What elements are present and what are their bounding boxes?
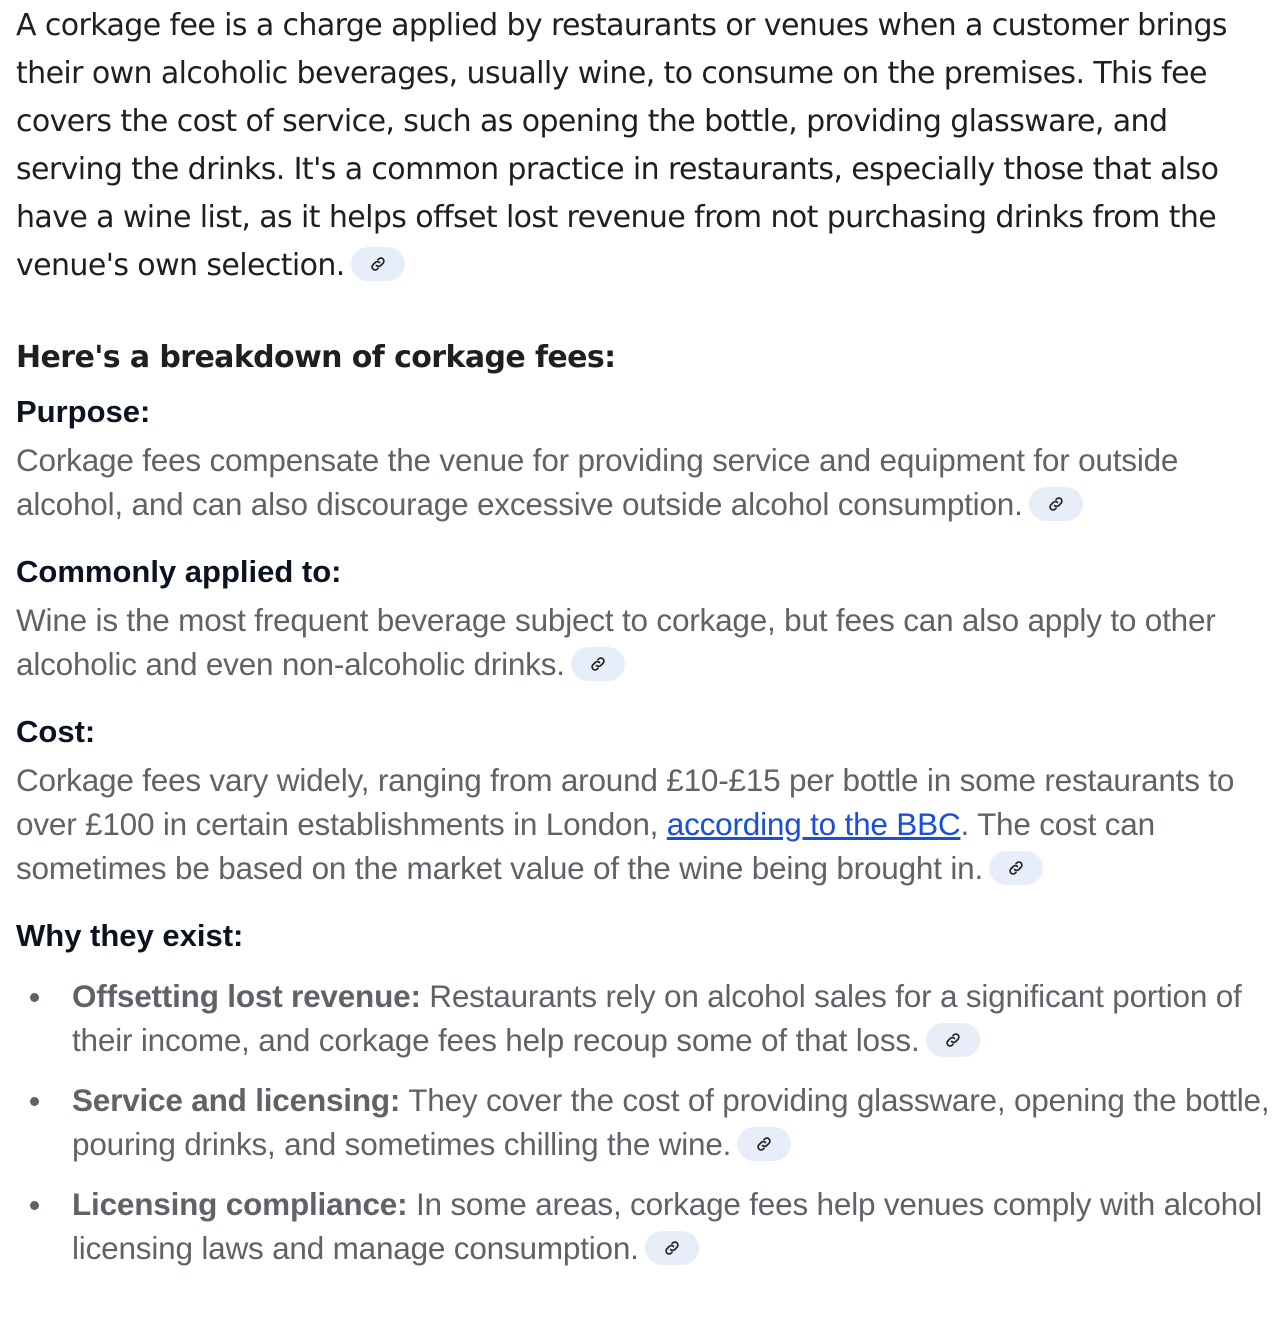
section-body-cost [16,758,1280,890]
cost-text-after: . The cost can sometimes be based on the market value of the wine being brought in. [16,806,1155,886]
section-title-cost: Cost: [16,714,96,749]
bbc-link[interactable]: according to the BBC [666,806,961,842]
link-icon [1007,859,1025,877]
link-icon [663,1239,681,1257]
citation-chip-intro[interactable] [351,247,405,281]
citation-chip-bullet-1[interactable] [926,1023,980,1057]
section-title-purpose: Purpose: [16,394,151,429]
intro-paragraph [16,2,1280,290]
citation-chip-bullet-2[interactable] [737,1127,791,1161]
section-title-commonly: Commonly applied to: [16,554,342,589]
citation-chip-commonly[interactable] [571,647,625,681]
section-title-why: Why they exist: [16,918,244,953]
bullet-label: Service and licensing: [72,1082,401,1118]
list-item [16,1078,1280,1166]
link-icon [944,1031,962,1049]
section-why [16,916,1280,1270]
section-body-purpose [16,438,1280,526]
list-item [16,974,1280,1062]
bullet-dot [30,1201,39,1210]
why-bullet-list [16,974,1280,1270]
link-icon [589,655,607,673]
link-icon [369,255,387,273]
bullet-label: Offsetting lost revenue: [72,978,421,1014]
section-purpose [16,392,1280,526]
link-icon [1047,495,1065,513]
bullet-text: In some areas, corkage fees help venues comply with alcohol licensing laws and manage consumption. [72,1186,1263,1266]
bullet-text: Restaurants rely on alcohol sales for a significant portion of their income, and corkage fees help recoup some of that loss. [72,978,1242,1058]
section-body-commonly [16,598,1280,686]
bullet-label: Licensing compliance: [72,1186,408,1222]
citation-chip-purpose[interactable] [1029,487,1083,521]
link-icon [755,1135,773,1153]
cost-text-before: Corkage fees vary widely, ranging from around £10-£15 per bottle in some restaurants to over £100 in certain establishments in London, [16,762,1235,842]
citation-chip-bullet-3[interactable] [645,1231,699,1265]
section-commonly [16,552,1280,686]
bullet-dot [30,993,39,1002]
purpose-text: Corkage fees compensate the venue for providing service and equipment for outside alcohol, and can also discourage excessive outside alcohol consumption. [16,442,1179,522]
breakdown-heading: Here's a breakdown of corkage fees: [16,340,616,375]
intro-text: A corkage fee is a charge applied by restaurants or venues when a customer brings their own alcoholic beverages, usually wine, to consume on the premises. This fee covers the cost of service, such as opening the bottle, providing glassware, and serving the drinks. It's a common practice in restaurants, especially those that also have a wine list, as it helps offset lost revenue from not purchasing drinks from the venue's own selection. [16,8,1227,283]
bullet-dot [30,1097,39,1106]
citation-chip-cost[interactable] [989,851,1043,885]
bullet-text: They cover the cost of providing glassware, opening the bottle, pouring drinks, and sometimes chilling the wine. [72,1082,1270,1162]
commonly-text: Wine is the most frequent beverage subject to corkage, but fees can also apply to other alcoholic and even non-alcoholic drinks. [16,602,1216,682]
list-item [16,1182,1280,1270]
section-cost [16,712,1280,890]
